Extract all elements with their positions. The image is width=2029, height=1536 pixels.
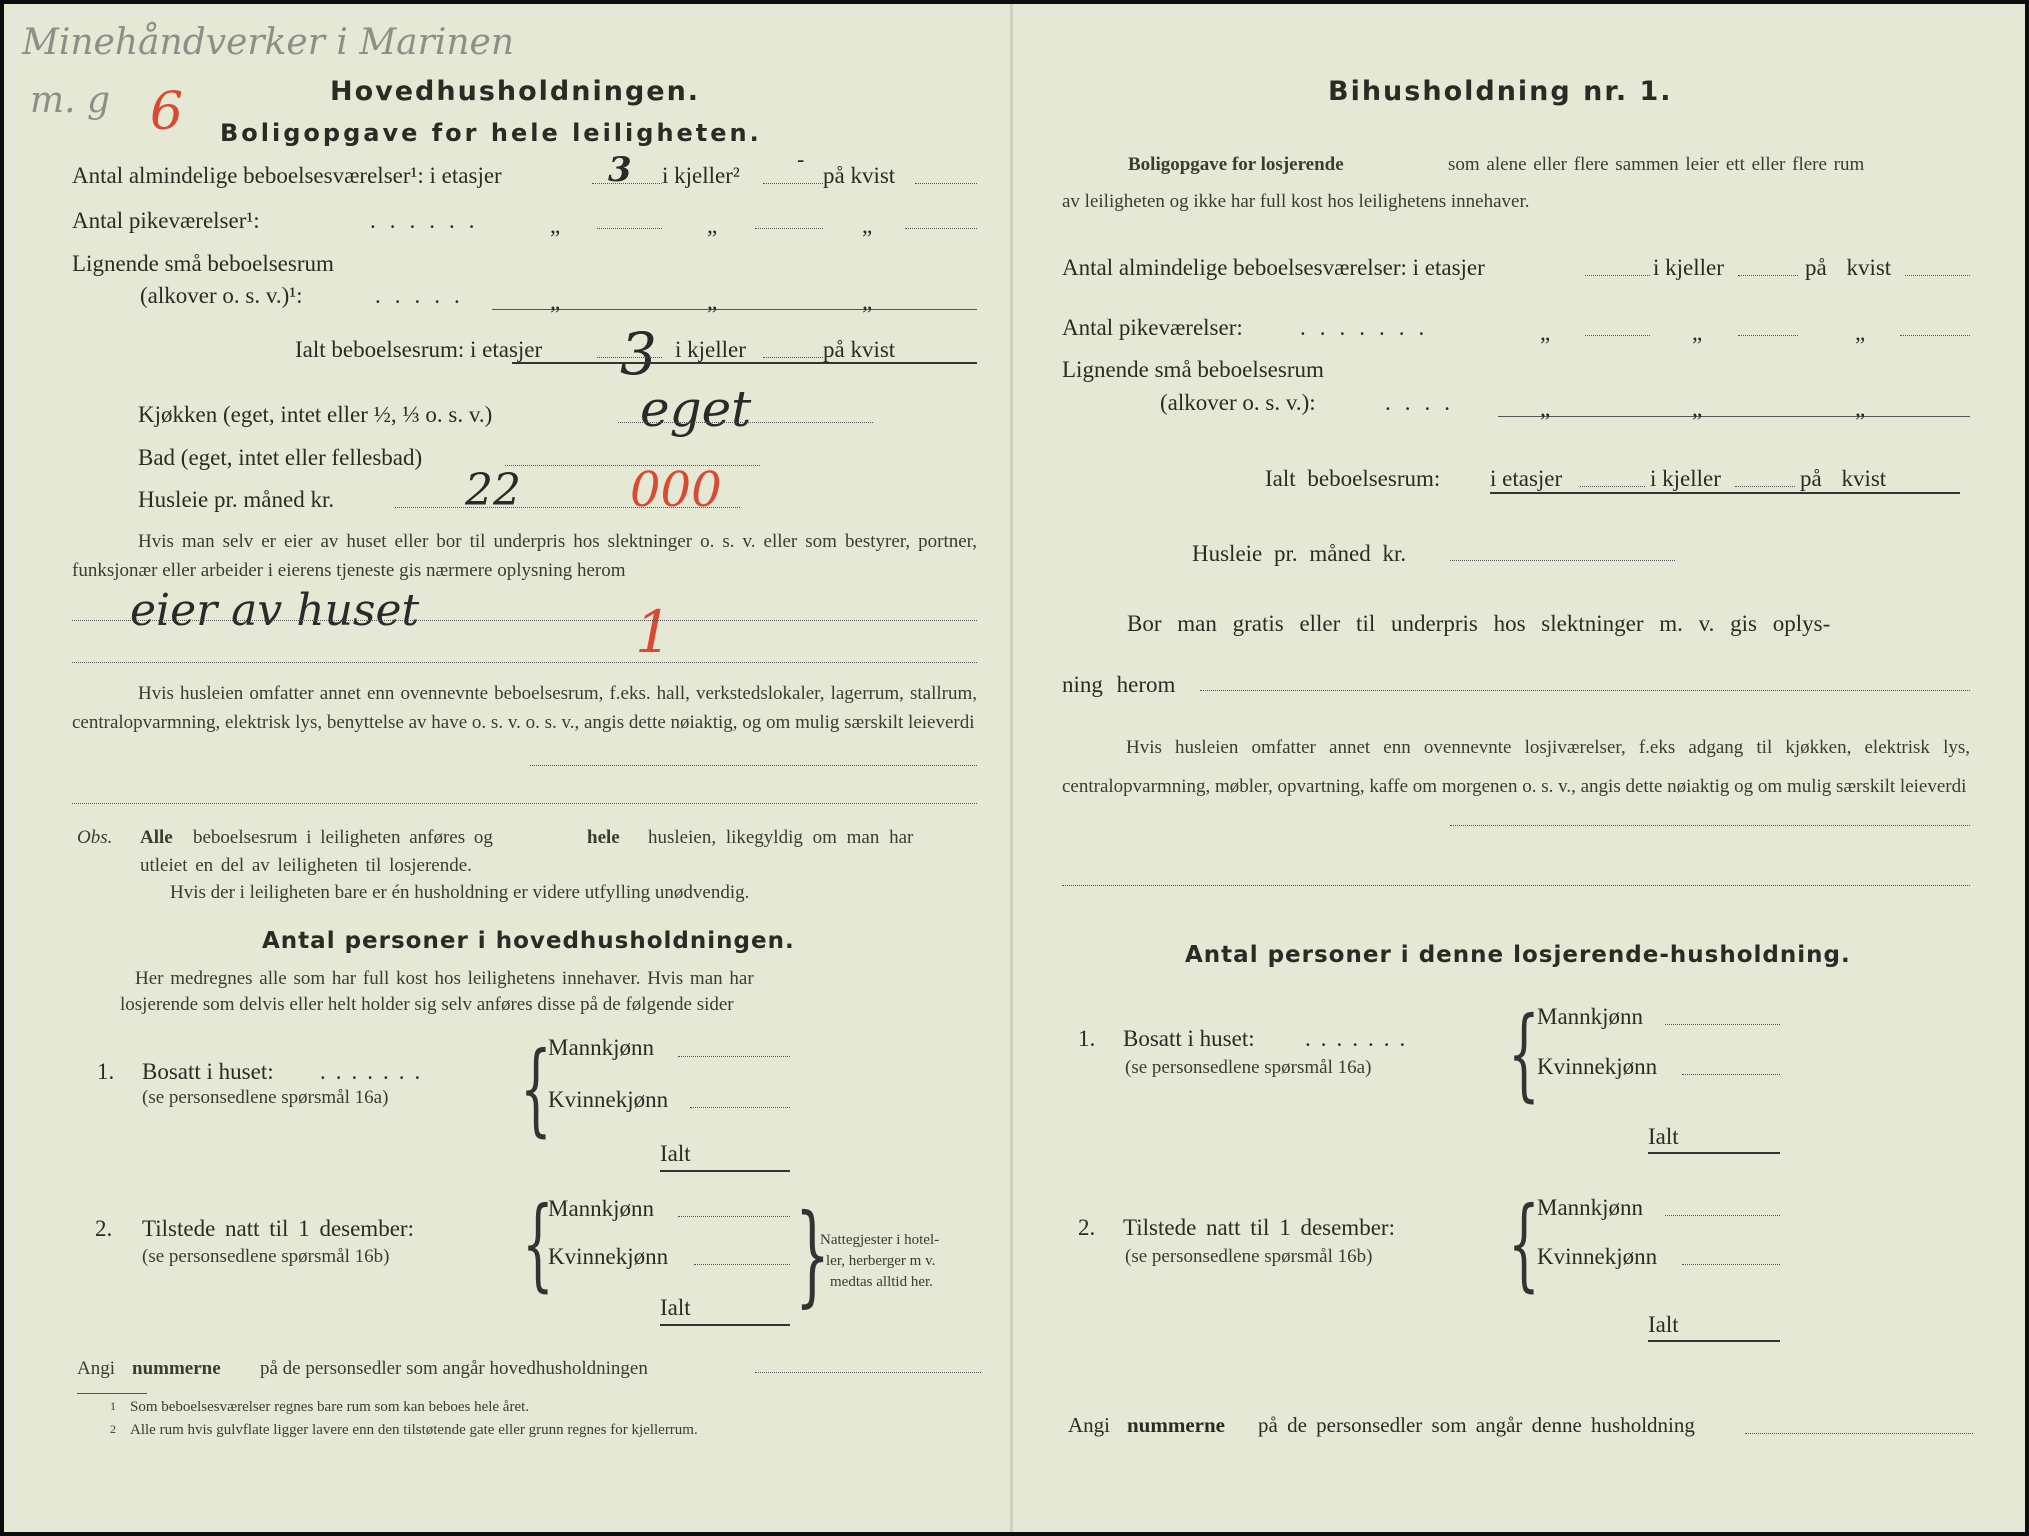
ditto-mark: „	[1540, 320, 1551, 345]
left-row-kvist-label: på kvist	[823, 163, 896, 188]
left-row-alkover-leader: .....	[375, 283, 474, 308]
right-item1-leader: .......	[1305, 1026, 1416, 1051]
right-kjeller-field[interactable]	[1738, 275, 1798, 276]
obs-text-2: husleien, likegyldig om man har	[648, 827, 914, 848]
right-husleien-paragraph: Hvis husleien omfatter annet enn ovennevnte losjiværelser, f.eks adgang til kjøkken, elektrisk lys, centralopvarmning, møbler, opvartning, kaffe om morgenen o. s. v., angis dette nøiaktig og om mulig særskilt leieverdi	[1062, 737, 1970, 797]
ditto-mark: „	[550, 289, 561, 314]
left-husleie-label: Husleie pr. måned kr.	[138, 487, 335, 512]
right-item1-ialt-label: Ialt	[1648, 1124, 1679, 1149]
ditto-mark: „	[1692, 396, 1703, 421]
left-item1-sub: (se personsedlene spørsmål 16a)	[142, 1087, 389, 1108]
right-ialt-kjeller-label: i kjeller	[1650, 466, 1721, 491]
footnote-1-number: 1	[110, 1399, 116, 1413]
left-item1-brace: {	[520, 1030, 552, 1147]
right-ialt-etasjer-label: i etasjer	[1490, 466, 1563, 491]
left-leieverdi-field-1[interactable]	[530, 765, 977, 766]
hw-husleie-cents: 000	[630, 462, 722, 518]
left-kjokken-field[interactable]	[618, 422, 873, 423]
right-item1-sub: (se personsedlene spørsmål 16a)	[1125, 1057, 1372, 1078]
right-item1-mann-field[interactable]	[1665, 1024, 1780, 1025]
right-item2-label: Tilstede natt til 1 desember:	[1123, 1215, 1395, 1240]
left-kjeller-field[interactable]	[763, 183, 823, 184]
hw-kjokken-value: eget	[640, 380, 752, 438]
hw-kjeller-value: -	[797, 148, 805, 173]
footnote-rule	[77, 1393, 147, 1394]
right-item1-brace: {	[1508, 995, 1540, 1112]
right-angi-suffix: på de personsedler som angår denne husholdning	[1258, 1413, 1695, 1437]
right-ialt-kjeller-field[interactable]	[1735, 486, 1795, 487]
page-fold	[1010, 4, 1013, 1532]
ditto-mark: „	[1855, 320, 1866, 345]
right-leieverdi-field-2[interactable]	[1062, 885, 1970, 886]
right-gratis-line-1: Bor man gratis eller til underpris hos slektninger m. v. gis oplys-	[1127, 611, 1831, 636]
right-item2-sub: (se personsedlene spørsmål 16b)	[1125, 1246, 1373, 1267]
left-item1-mann-field[interactable]	[678, 1056, 790, 1057]
left-item2-mann-field[interactable]	[678, 1216, 790, 1217]
right-ialt-label: Ialt beboelsesrum:	[1265, 466, 1441, 491]
left-row-kjeller-label: i kjeller²	[662, 163, 740, 188]
right-ialt-kvist-label: på kvist	[1800, 466, 1887, 491]
right-angi-field[interactable]	[1745, 1433, 1973, 1434]
left-ialt-etasjer-field[interactable]	[597, 357, 662, 358]
left-row-pike-leader: ......	[370, 208, 489, 233]
left-ialt-kjeller-field[interactable]	[763, 357, 823, 358]
left-item2-kvinne-label: Kvinnekjønn	[548, 1244, 669, 1269]
obs-label: Obs.	[77, 827, 113, 848]
left-item2-sub: (se personsedlene spørsmål 16b)	[142, 1246, 390, 1267]
left-bad-field[interactable]	[505, 465, 760, 466]
left-eier-field-1[interactable]	[72, 620, 977, 621]
right-angi-bold: nummerne	[1127, 1413, 1225, 1437]
left-ialt-underline	[512, 362, 977, 364]
pencil-note-occupation: Minehåndverker i Marinen	[22, 22, 515, 63]
right-ialt-underline	[1490, 492, 1960, 494]
right-row-alkover-label: (alkover o. s. v.):	[1160, 390, 1316, 415]
right-pike-etasjer-field[interactable]	[1585, 335, 1650, 336]
left-row-lignende-label: Lignende små beboelsesrum	[72, 251, 334, 276]
hw-etasjer-value: 3	[608, 150, 632, 190]
natt-note-line-2: ler, herberger m v.	[826, 1253, 936, 1269]
right-persons-title: Antal personer i denne losjerende-husholdning.	[1185, 942, 1851, 968]
left-angi-suffix: på de personsedler som angår hovedhusholdningen	[260, 1358, 648, 1379]
right-ialt-etasjer-field[interactable]	[1580, 486, 1645, 487]
left-angi-bold: nummerne	[132, 1358, 221, 1379]
left-natt-brace: }	[795, 1190, 830, 1318]
left-item1-kvinne-field[interactable]	[690, 1107, 790, 1108]
left-pike-etasjer-field[interactable]	[597, 228, 662, 229]
ditto-mark: „	[1540, 396, 1551, 421]
right-angi-prefix: Angi	[1068, 1413, 1110, 1437]
left-item1-ialt-label: Ialt	[660, 1141, 691, 1166]
obs-line-2: utleiet en del av leiligheten til losjerende.	[140, 855, 472, 876]
left-ialt-kvist-label: på kvist	[823, 337, 896, 362]
right-kvist-field[interactable]	[1905, 275, 1970, 276]
left-kjokken-label: Kjøkken (eget, intet eller ½, ⅓ o. s. v.)	[138, 402, 493, 427]
right-item2-kvinne-label: Kvinnekjønn	[1537, 1244, 1658, 1269]
left-item1-label: Bosatt i huset:	[142, 1059, 274, 1084]
left-persons-text-2: losjerende som delvis eller helt holder sig selv anføres disse på de følgende sider	[120, 994, 734, 1015]
left-item1-kvinne-label: Kvinnekjønn	[548, 1087, 669, 1112]
right-row-lignende-label: Lignende små beboelsesrum	[1062, 357, 1324, 382]
right-leieverdi-field-1[interactable]	[1450, 825, 1970, 826]
ditto-mark: „	[550, 213, 561, 238]
right-row-kvist-label: på kvist	[1805, 255, 1892, 280]
left-item2-ialt-label: Ialt	[660, 1295, 691, 1320]
left-pike-kjeller-field[interactable]	[755, 228, 823, 229]
natt-note-line-3: medtas alltid her.	[830, 1274, 933, 1290]
left-row-alkover-label: (alkover o. s. v.)¹:	[140, 283, 303, 308]
right-item2-ialt-field[interactable]	[1648, 1340, 1780, 1342]
left-husleien-paragraph: Hvis husleien omfatter annet enn ovennevnte beboelsesrum, f.eks. hall, verkstedslokaler, lagerrum, stallrum, centralopvarmning, elektrisk lys, benyttelse av have o. s. v. o. s. v., angis dette nøiaktig, og om mulig særskilt leieverdi	[72, 683, 977, 733]
left-angi-field[interactable]	[755, 1372, 981, 1373]
right-row-pike-leader: .......	[1300, 315, 1439, 340]
right-row-pike-label: Antal pikeværelser:	[1062, 315, 1243, 340]
left-husleie-field[interactable]	[395, 507, 740, 508]
left-item1-ialt-field[interactable]	[660, 1170, 790, 1172]
obs-line-3: Hvis der i leiligheten bare er én husholdning er videre utfylling unødvendig.	[170, 882, 750, 903]
left-ialt-label: Ialt beboelsesrum: i etasjer	[295, 337, 543, 362]
hw-ialt-etasjer-value: 3	[620, 320, 657, 388]
left-eier-paragraph: Hvis man selv er eier av huset eller bor til underpris hos slektninger o. s. v. eller som bestyrer, portner, funksjonær eller arbeider i eierens tjeneste gis nærmere oplysning herom	[72, 531, 977, 581]
right-row-alkover-leader: ....	[1385, 390, 1464, 415]
right-item1-kvinne-label: Kvinnekjønn	[1537, 1054, 1658, 1079]
left-pike-kvist-field[interactable]	[905, 228, 977, 229]
left-bad-label: Bad (eget, intet eller fellesbad)	[138, 445, 423, 470]
ditto-mark: „	[707, 213, 718, 238]
left-alkover-underline	[492, 309, 977, 310]
hw-husleie-value: 22	[465, 465, 521, 516]
left-item2-mann-label: Mannkjønn	[548, 1196, 655, 1221]
left-kvist-field[interactable]	[915, 183, 977, 184]
ditto-mark: „	[862, 213, 873, 238]
right-alkover-underline	[1498, 416, 1970, 417]
left-ialt-kjeller-label: i kjeller	[675, 337, 746, 362]
footnote-2-number: 2	[110, 1422, 116, 1436]
right-item2-mann-label: Mannkjønn	[1537, 1195, 1644, 1220]
right-item2-number: 2.	[1078, 1215, 1096, 1240]
right-intro-text-2: av leiligheten og ikke har full kost hos leilighetens innehaver.	[1062, 191, 1530, 212]
hw-eier-note: eier av huset	[130, 585, 420, 636]
right-intro-text-1: som alene eller flere sammen leier ett eller flere rum	[1448, 154, 1865, 175]
footnote-1: Som beboelsesværelser regnes bare rum som kan beboes hele året.	[130, 1399, 530, 1415]
right-pike-kvist-field[interactable]	[1900, 335, 1970, 336]
right-item1-ialt-field[interactable]	[1648, 1152, 1780, 1154]
right-intro-bold: Boligopgave for losjerende	[1128, 154, 1344, 175]
ditto-mark: „	[707, 289, 718, 314]
right-row-kjeller-label: i kjeller	[1653, 255, 1724, 280]
red-mark: 1	[635, 598, 672, 666]
footnote-2: Alle rum hvis gulvflate ligger lavere enn den tilstøtende gate eller grunn regnes for kjellerrum.	[130, 1422, 698, 1438]
left-persons-title: Antal personer i hovedhusholdningen.	[262, 928, 795, 954]
right-gratis-line-2: ning herom	[1062, 672, 1176, 697]
right-item1-number: 1.	[1078, 1026, 1096, 1051]
right-husleie-field[interactable]	[1450, 560, 1675, 561]
ditto-mark: „	[862, 289, 873, 314]
red-note-number: 6	[150, 82, 184, 142]
right-row-antal-label: Antal almindelige beboelsesværelser: i etasjer	[1062, 255, 1485, 280]
left-item1-mann-label: Mannkjønn	[548, 1035, 655, 1060]
pencil-note-mg: m. g	[30, 80, 111, 121]
left-subtitle: Boligopgave for hele leiligheten.	[220, 119, 762, 147]
natt-note-line-1: Nattegjester i hotel-	[820, 1232, 940, 1248]
right-etasjer-field[interactable]	[1585, 275, 1650, 276]
left-leieverdi-field-2[interactable]	[72, 803, 977, 804]
left-etasjer-field[interactable]	[592, 183, 662, 184]
left-row-antal-label: Antal almindelige beboelsesværelser¹: i etasjer	[72, 163, 502, 188]
right-item2-ialt-label: Ialt	[1648, 1312, 1679, 1337]
obs-text-1: beboelsesrum i leiligheten anføres og	[193, 827, 493, 848]
right-pike-kjeller-field[interactable]	[1738, 335, 1798, 336]
left-item2-brace: {	[522, 1185, 554, 1302]
left-eier-field-2[interactable]	[72, 662, 977, 663]
left-item2-kvinne-field[interactable]	[694, 1264, 790, 1265]
left-title: Hovedhusholdningen.	[330, 76, 701, 107]
right-item2-brace: {	[1508, 1185, 1540, 1302]
ditto-mark: „	[1692, 320, 1703, 345]
left-item2-number: 2.	[95, 1216, 113, 1241]
ditto-mark: „	[1855, 396, 1866, 421]
right-gratis-field[interactable]	[1200, 690, 1970, 691]
left-item2-ialt-field[interactable]	[660, 1324, 790, 1326]
left-angi-prefix: Angi	[77, 1358, 115, 1379]
right-title: Bihusholdning nr. 1.	[1328, 76, 1673, 107]
left-item1-number: 1.	[97, 1059, 115, 1084]
left-item2-label: Tilstede natt til 1 desember:	[142, 1216, 414, 1241]
right-item2-kvinne-field[interactable]	[1682, 1264, 1780, 1265]
left-row-pike-label: Antal pikeværelser¹:	[72, 208, 260, 233]
right-item1-label: Bosatt i huset:	[1123, 1026, 1255, 1051]
right-item1-mann-label: Mannkjønn	[1537, 1004, 1644, 1029]
obs-bold-alle: Alle	[140, 827, 173, 848]
right-item1-kvinne-field[interactable]	[1682, 1074, 1780, 1075]
left-item1-leader: .......	[320, 1059, 431, 1084]
right-husleie-label: Husleie pr. måned kr.	[1192, 541, 1407, 566]
right-item2-mann-field[interactable]	[1665, 1215, 1780, 1216]
left-persons-text-1: Her medregnes alle som har full kost hos leilighetens innehaver. Hvis man har	[135, 968, 754, 989]
obs-bold-hele: hele	[587, 827, 620, 848]
